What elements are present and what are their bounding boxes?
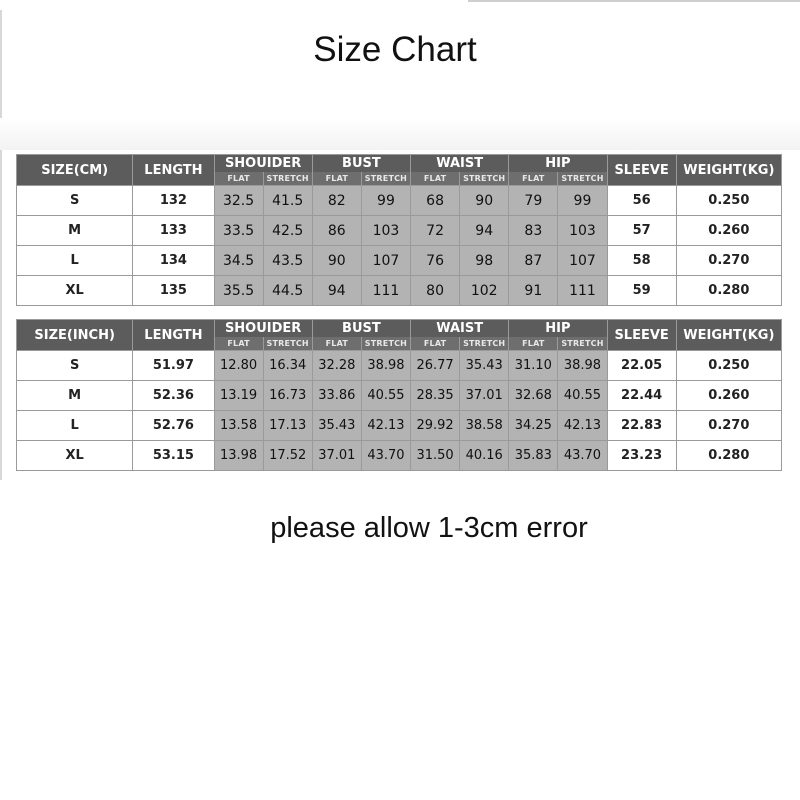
cell-waist-stretch: 37.01 — [460, 381, 509, 411]
header-size: SIZE(INCH) — [17, 320, 133, 351]
subheader-flat: FLAT — [411, 172, 460, 185]
cell-bust-flat: 32.28 — [312, 351, 361, 381]
size-table-inch — [16, 319, 782, 471]
cell-waist-flat: 28.35 — [411, 381, 460, 411]
cell-weight: 0.270 — [676, 246, 781, 276]
header-length: LENGTH — [133, 320, 214, 351]
cell-sleeve: 56 — [607, 186, 676, 216]
subheader-flat: FLAT — [312, 172, 361, 185]
cell-sleeve: 59 — [607, 276, 676, 306]
subheader-stretch: STRETCH — [263, 337, 312, 350]
cell-length: 52.76 — [133, 411, 214, 441]
cell-hip-flat: 83 — [509, 216, 558, 246]
cell-size: XL — [17, 276, 133, 306]
subheader-flat: FLAT — [312, 337, 361, 350]
header-shoulder: SHOUIDER — [214, 155, 312, 173]
cell-length: 132 — [133, 186, 214, 216]
cell-hip-flat: 79 — [509, 186, 558, 216]
cell-waist-stretch: 90 — [460, 186, 509, 216]
cell-hip-stretch: 42.13 — [558, 411, 607, 441]
subheader-stretch: STRETCH — [361, 337, 410, 350]
header-sleeve: SLEEVE — [607, 155, 676, 186]
cell-hip-flat: 35.83 — [509, 441, 558, 471]
cell-bust-stretch: 42.13 — [361, 411, 410, 441]
subheader-flat: FLAT — [509, 172, 558, 185]
cell-size: XL — [17, 441, 133, 471]
cell-shoulder-stretch: 17.52 — [263, 441, 312, 471]
cell-weight: 0.270 — [676, 411, 781, 441]
cell-waist-stretch: 35.43 — [460, 351, 509, 381]
cell-shoulder-stretch: 44.5 — [263, 276, 312, 306]
table-row — [17, 276, 782, 306]
header-row — [17, 320, 782, 338]
cell-shoulder-stretch: 16.34 — [263, 351, 312, 381]
subheader-flat: FLAT — [214, 337, 263, 350]
cell-size: L — [17, 246, 133, 276]
subheader-stretch: STRETCH — [263, 172, 312, 185]
cell-waist-flat: 80 — [411, 276, 460, 306]
cell-shoulder-flat: 33.5 — [214, 216, 263, 246]
table-body — [17, 186, 782, 306]
page-title: Size Chart — [313, 30, 477, 69]
scan-edge-artifact — [0, 10, 2, 480]
cell-sleeve: 23.23 — [607, 441, 676, 471]
cell-waist-flat: 76 — [411, 246, 460, 276]
table-row — [17, 441, 782, 471]
header-waist: WAIST — [411, 320, 509, 338]
table-row — [17, 411, 782, 441]
subheader-flat: FLAT — [411, 337, 460, 350]
subheader-stretch: STRETCH — [558, 337, 607, 350]
size-table-cm — [16, 154, 782, 306]
subheader-stretch: STRETCH — [460, 172, 509, 185]
cell-sleeve: 58 — [607, 246, 676, 276]
cell-length: 52.36 — [133, 381, 214, 411]
subheader-stretch: STRETCH — [460, 337, 509, 350]
cell-bust-flat: 35.43 — [312, 411, 361, 441]
subheader-stretch: STRETCH — [361, 172, 410, 185]
cell-hip-flat: 32.68 — [509, 381, 558, 411]
cell-weight: 0.280 — [676, 441, 781, 471]
cell-shoulder-flat: 13.98 — [214, 441, 263, 471]
table-row — [17, 351, 782, 381]
cell-shoulder-stretch: 41.5 — [263, 186, 312, 216]
cell-sleeve: 22.83 — [607, 411, 676, 441]
cell-waist-flat: 29.92 — [411, 411, 460, 441]
subheader-flat: FLAT — [214, 172, 263, 185]
cell-shoulder-flat: 35.5 — [214, 276, 263, 306]
cell-hip-flat: 87 — [509, 246, 558, 276]
cell-shoulder-flat: 13.19 — [214, 381, 263, 411]
cell-bust-flat: 86 — [312, 216, 361, 246]
cell-bust-stretch: 107 — [361, 246, 410, 276]
cell-hip-flat: 31.10 — [509, 351, 558, 381]
scan-edge-artifact — [468, 0, 800, 12]
cell-length: 134 — [133, 246, 214, 276]
header-sleeve: SLEEVE — [607, 320, 676, 351]
header-shoulder: SHOUIDER — [214, 320, 312, 338]
subheader-flat: FLAT — [509, 337, 558, 350]
cell-length: 51.97 — [133, 351, 214, 381]
cell-bust-stretch: 111 — [361, 276, 410, 306]
cell-waist-stretch: 94 — [460, 216, 509, 246]
cell-hip-stretch: 43.70 — [558, 441, 607, 471]
cell-hip-stretch: 107 — [558, 246, 607, 276]
cell-hip-stretch: 103 — [558, 216, 607, 246]
header-length: LENGTH — [133, 155, 214, 186]
cell-length: 53.15 — [133, 441, 214, 471]
cell-waist-flat: 31.50 — [411, 441, 460, 471]
header-bust: BUST — [312, 320, 410, 338]
header-row — [17, 155, 782, 173]
cell-length: 135 — [133, 276, 214, 306]
cell-size: M — [17, 216, 133, 246]
table-row — [17, 216, 782, 246]
cell-size: M — [17, 381, 133, 411]
cell-shoulder-flat: 34.5 — [214, 246, 263, 276]
cell-shoulder-stretch: 16.73 — [263, 381, 312, 411]
header-weight: WEIGHT(KG) — [676, 155, 781, 186]
cell-bust-flat: 33.86 — [312, 381, 361, 411]
cell-waist-stretch: 98 — [460, 246, 509, 276]
cell-shoulder-flat: 12.80 — [214, 351, 263, 381]
cell-shoulder-stretch: 17.13 — [263, 411, 312, 441]
cell-weight: 0.260 — [676, 216, 781, 246]
cell-length: 133 — [133, 216, 214, 246]
cell-hip-stretch: 99 — [558, 186, 607, 216]
cell-sleeve: 22.05 — [607, 351, 676, 381]
cell-sleeve: 22.44 — [607, 381, 676, 411]
cell-bust-flat: 94 — [312, 276, 361, 306]
header-hip: HIP — [509, 320, 607, 338]
cell-bust-stretch: 38.98 — [361, 351, 410, 381]
cell-weight: 0.280 — [676, 276, 781, 306]
cell-bust-flat: 82 — [312, 186, 361, 216]
header-hip: HIP — [509, 155, 607, 173]
header-waist: WAIST — [411, 155, 509, 173]
subheader-stretch: STRETCH — [558, 172, 607, 185]
cell-shoulder-stretch: 42.5 — [263, 216, 312, 246]
table-body — [17, 351, 782, 471]
cell-hip-stretch: 38.98 — [558, 351, 607, 381]
header-weight: WEIGHT(KG) — [676, 320, 781, 351]
cell-waist-stretch: 102 — [460, 276, 509, 306]
cell-waist-flat: 26.77 — [411, 351, 460, 381]
cell-hip-flat: 91 — [509, 276, 558, 306]
header-size: SIZE(CM) — [17, 155, 133, 186]
cell-bust-stretch: 40.55 — [361, 381, 410, 411]
cell-weight: 0.250 — [676, 186, 781, 216]
cell-bust-stretch: 103 — [361, 216, 410, 246]
cell-waist-stretch: 40.16 — [460, 441, 509, 471]
cell-shoulder-stretch: 43.5 — [263, 246, 312, 276]
cell-bust-stretch: 43.70 — [361, 441, 410, 471]
cell-bust-flat: 37.01 — [312, 441, 361, 471]
cell-size: L — [17, 411, 133, 441]
cell-sleeve: 57 — [607, 216, 676, 246]
cell-hip-flat: 34.25 — [509, 411, 558, 441]
cell-size: S — [17, 186, 133, 216]
cell-weight: 0.260 — [676, 381, 781, 411]
cell-waist-flat: 68 — [411, 186, 460, 216]
cell-hip-stretch: 40.55 — [558, 381, 607, 411]
cell-waist-flat: 72 — [411, 216, 460, 246]
cell-shoulder-flat: 32.5 — [214, 186, 263, 216]
cell-weight: 0.250 — [676, 351, 781, 381]
scan-shading-band — [0, 118, 800, 150]
cell-hip-stretch: 111 — [558, 276, 607, 306]
cell-size: S — [17, 351, 133, 381]
table-row — [17, 381, 782, 411]
table-row — [17, 246, 782, 276]
cell-shoulder-flat: 13.58 — [214, 411, 263, 441]
header-bust: BUST — [312, 155, 410, 173]
table-row — [17, 186, 782, 216]
cell-waist-stretch: 38.58 — [460, 411, 509, 441]
cell-bust-flat: 90 — [312, 246, 361, 276]
cell-bust-stretch: 99 — [361, 186, 410, 216]
error-tolerance-note: please allow 1-3cm error — [270, 512, 588, 544]
